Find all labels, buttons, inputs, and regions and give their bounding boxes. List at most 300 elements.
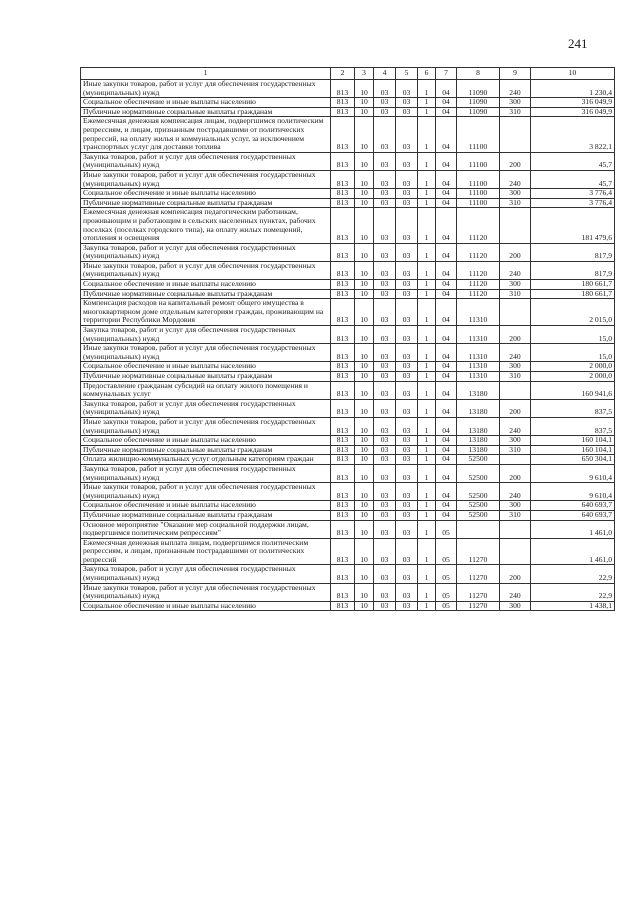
expense-name-cell: Социальное обеспечение и иные выплаты населению: [81, 436, 331, 446]
ministry-code-cell: 813: [331, 455, 355, 465]
section-code-cell: 10: [355, 189, 374, 199]
program-code-cell: 03: [396, 501, 418, 511]
expense-name-cell: Оплата жилищно-коммунальных услуг отдельным категориям граждан: [81, 455, 331, 465]
section-code-cell: 10: [355, 538, 374, 565]
direction-code-cell: 52500: [457, 455, 500, 465]
subsection-code-cell: 03: [374, 243, 396, 261]
ministry-code-cell: 813: [331, 98, 355, 108]
measure-code-cell: 04: [436, 362, 457, 372]
expense-name-cell: Компенсация расходов на капитальный ремонт общего имущества в многоквартирном доме отдельным категориям граждан, проживающим на территории Республики Мордовия: [81, 299, 331, 326]
ministry-code-cell: 813: [331, 189, 355, 199]
expense-type-code-cell: [500, 208, 531, 243]
amount-cell: 160 104,1: [531, 436, 615, 446]
subsection-code-cell: 03: [374, 344, 396, 362]
table-row: [81, 601, 615, 611]
table-row: [81, 189, 615, 199]
subprogram-code-cell: 1: [418, 417, 436, 435]
direction-code-cell: 11100: [457, 117, 500, 152]
expense-name-cell: Закупка товаров, работ и услуг для обеспечения государственных (муниципальных) нужд: [81, 565, 331, 583]
amount-cell: 22,9: [531, 565, 615, 583]
subprogram-code-cell: 1: [418, 520, 436, 538]
subsection-code-cell: 03: [374, 372, 396, 382]
table-row: [81, 455, 615, 465]
subprogram-code-cell: 1: [418, 372, 436, 382]
table-body: [81, 80, 615, 611]
subprogram-code-cell: 1: [418, 381, 436, 399]
subprogram-code-cell: 1: [418, 399, 436, 417]
expense-name-cell: Иные закупки товаров, работ и услуг для обеспечения государственных (муниципальных) нужд: [81, 583, 331, 601]
measure-code-cell: 04: [436, 198, 457, 208]
program-code-cell: 03: [396, 198, 418, 208]
subprogram-code-cell: 1: [418, 243, 436, 261]
table-row: [81, 464, 615, 482]
expense-type-code-cell: 300: [500, 362, 531, 372]
measure-code-cell: 04: [436, 483, 457, 501]
expense-type-code-cell: [500, 520, 531, 538]
direction-code-cell: 11100: [457, 170, 500, 188]
amount-cell: 640 693,7: [531, 510, 615, 520]
section-code-cell: 10: [355, 399, 374, 417]
measure-code-cell: 04: [436, 510, 457, 520]
ministry-code-cell: 813: [331, 583, 355, 601]
measure-code-cell: 05: [436, 520, 457, 538]
expense-type-code-cell: [500, 381, 531, 399]
section-code-cell: 10: [355, 565, 374, 583]
measure-code-cell: 04: [436, 445, 457, 455]
amount-cell: 9 610,4: [531, 483, 615, 501]
ministry-code-cell: 813: [331, 520, 355, 538]
program-code-cell: 03: [396, 483, 418, 501]
expense-name-cell: Иные закупки товаров, работ и услуг для обеспечения государственных (муниципальных) нужд: [81, 80, 331, 98]
section-code-cell: 10: [355, 362, 374, 372]
amount-cell: 640 693,7: [531, 501, 615, 511]
column-header: 6: [418, 68, 436, 80]
expense-type-code-cell: 240: [500, 170, 531, 188]
section-code-cell: 10: [355, 170, 374, 188]
direction-code-cell: 11090: [457, 107, 500, 117]
subprogram-code-cell: 1: [418, 152, 436, 170]
section-code-cell: 10: [355, 80, 374, 98]
ministry-code-cell: 813: [331, 80, 355, 98]
table-row: [81, 483, 615, 501]
program-code-cell: 03: [396, 417, 418, 435]
column-header: 1: [81, 68, 331, 80]
subprogram-code-cell: 1: [418, 80, 436, 98]
ministry-code-cell: 813: [331, 381, 355, 399]
expense-name-cell: Закупка товаров, работ и услуг для обеспечения государственных (муниципальных) нужд: [81, 464, 331, 482]
expense-name-cell: Закупка товаров, работ и услуг для обеспечения государственных (муниципальных) нужд: [81, 326, 331, 344]
amount-cell: 45,7: [531, 152, 615, 170]
table-row: [81, 583, 615, 601]
amount-cell: 181 479,6: [531, 208, 615, 243]
subprogram-code-cell: 1: [418, 189, 436, 199]
expense-type-code-cell: [500, 117, 531, 152]
subsection-code-cell: 03: [374, 399, 396, 417]
subsection-code-cell: 03: [374, 261, 396, 279]
measure-code-cell: 04: [436, 107, 457, 117]
subprogram-code-cell: 1: [418, 208, 436, 243]
ministry-code-cell: 813: [331, 280, 355, 290]
subsection-code-cell: 03: [374, 107, 396, 117]
ministry-code-cell: 813: [331, 362, 355, 372]
expense-type-code-cell: 200: [500, 243, 531, 261]
expense-type-code-cell: 300: [500, 501, 531, 511]
measure-code-cell: 04: [436, 464, 457, 482]
expense-type-code-cell: 300: [500, 98, 531, 108]
expense-type-code-cell: [500, 455, 531, 465]
direction-code-cell: 13180: [457, 445, 500, 455]
table-row: [81, 372, 615, 382]
expense-type-code-cell: 200: [500, 565, 531, 583]
subsection-code-cell: 03: [374, 289, 396, 299]
direction-code-cell: 11100: [457, 152, 500, 170]
amount-cell: 3 776,4: [531, 189, 615, 199]
direction-code-cell: 11270: [457, 583, 500, 601]
section-code-cell: 10: [355, 501, 374, 511]
program-code-cell: 03: [396, 464, 418, 482]
expense-type-code-cell: 310: [500, 445, 531, 455]
amount-cell: 2 000,0: [531, 372, 615, 382]
table-row: [81, 362, 615, 372]
measure-code-cell: 04: [436, 208, 457, 243]
subsection-code-cell: 03: [374, 170, 396, 188]
ministry-code-cell: 813: [331, 299, 355, 326]
budget-table: [80, 67, 615, 611]
measure-code-cell: 05: [436, 565, 457, 583]
ministry-code-cell: 813: [331, 464, 355, 482]
program-code-cell: 03: [396, 289, 418, 299]
expense-name-cell: Ежемесячная денежная компенсация лицам, подвергшимся политическим репрессиям, и лицам, признанным пострадавшими от политических репрессий, на оплату жилья и коммунальных услуг, за исключением транспортных услуг для доставки топлива: [81, 117, 331, 152]
subsection-code-cell: 03: [374, 198, 396, 208]
section-code-cell: 10: [355, 243, 374, 261]
expense-type-code-cell: 240: [500, 344, 531, 362]
measure-code-cell: 04: [436, 299, 457, 326]
table-row: [81, 417, 615, 435]
direction-code-cell: 11310: [457, 372, 500, 382]
program-code-cell: 03: [396, 583, 418, 601]
measure-code-cell: 04: [436, 243, 457, 261]
direction-code-cell: 11270: [457, 565, 500, 583]
subsection-code-cell: 03: [374, 583, 396, 601]
expense-name-cell: Иные закупки товаров, работ и услуг для обеспечения государственных (муниципальных) нужд: [81, 483, 331, 501]
direction-code-cell: 11310: [457, 362, 500, 372]
program-code-cell: 03: [396, 299, 418, 326]
amount-cell: 15,0: [531, 344, 615, 362]
section-code-cell: 10: [355, 261, 374, 279]
expense-type-code-cell: 200: [500, 152, 531, 170]
subsection-code-cell: 03: [374, 510, 396, 520]
column-header: 3: [355, 68, 374, 80]
measure-code-cell: 04: [436, 455, 457, 465]
expense-type-code-cell: 240: [500, 80, 531, 98]
expense-name-cell: Ежемесячная денежная компенсация педагогическим работникам, проживающим и работающим в сельских населенных пунктах, рабочих поселках (поселках городского типа), на оплату жилых помещений, отопления и освещения: [81, 208, 331, 243]
column-header: 2: [331, 68, 355, 80]
direction-code-cell: 11090: [457, 80, 500, 98]
section-code-cell: 10: [355, 107, 374, 117]
expense-type-code-cell: [500, 299, 531, 326]
expense-name-cell: Закупка товаров, работ и услуг для обеспечения государственных (муниципальных) нужд: [81, 152, 331, 170]
column-header: 4: [374, 68, 396, 80]
amount-cell: 837,5: [531, 417, 615, 435]
expense-name-cell: Социальное обеспечение и иные выплаты населению: [81, 501, 331, 511]
program-code-cell: 03: [396, 243, 418, 261]
subsection-code-cell: 03: [374, 464, 396, 482]
subprogram-code-cell: 1: [418, 601, 436, 611]
ministry-code-cell: 813: [331, 289, 355, 299]
subprogram-code-cell: 1: [418, 344, 436, 362]
table-row: [81, 520, 615, 538]
ministry-code-cell: 813: [331, 261, 355, 279]
expense-type-code-cell: 300: [500, 280, 531, 290]
table-row: [81, 152, 615, 170]
direction-code-cell: 11090: [457, 98, 500, 108]
subprogram-code-cell: 1: [418, 362, 436, 372]
expense-name-cell: Публичные нормативные социальные выплаты гражданам: [81, 107, 331, 117]
subprogram-code-cell: 1: [418, 107, 436, 117]
expense-type-code-cell: 310: [500, 510, 531, 520]
subprogram-code-cell: 1: [418, 464, 436, 482]
expense-type-code-cell: 200: [500, 399, 531, 417]
subsection-code-cell: 03: [374, 280, 396, 290]
table-row: [81, 326, 615, 344]
program-code-cell: 03: [396, 344, 418, 362]
measure-code-cell: 05: [436, 583, 457, 601]
ministry-code-cell: 813: [331, 601, 355, 611]
expense-name-cell: Публичные нормативные социальные выплаты гражданам: [81, 289, 331, 299]
ministry-code-cell: 813: [331, 445, 355, 455]
expense-name-cell: Социальное обеспечение и иные выплаты населению: [81, 362, 331, 372]
section-code-cell: 10: [355, 280, 374, 290]
section-code-cell: 10: [355, 483, 374, 501]
section-code-cell: 10: [355, 436, 374, 446]
amount-cell: 2 000,0: [531, 362, 615, 372]
subsection-code-cell: 03: [374, 189, 396, 199]
program-code-cell: 03: [396, 445, 418, 455]
direction-code-cell: 11310: [457, 299, 500, 326]
column-header: 8: [457, 68, 500, 80]
amount-cell: 22,9: [531, 583, 615, 601]
subprogram-code-cell: 1: [418, 483, 436, 501]
section-code-cell: 10: [355, 520, 374, 538]
expense-name-cell: Публичные нормативные социальные выплаты гражданам: [81, 445, 331, 455]
subprogram-code-cell: 1: [418, 289, 436, 299]
amount-cell: 3 776,4: [531, 198, 615, 208]
section-code-cell: 10: [355, 299, 374, 326]
expense-name-cell: Закупка товаров, работ и услуг для обеспечения государственных (муниципальных) нужд: [81, 243, 331, 261]
section-code-cell: 10: [355, 601, 374, 611]
amount-cell: 316 049,9: [531, 98, 615, 108]
ministry-code-cell: 813: [331, 107, 355, 117]
direction-code-cell: 11120: [457, 289, 500, 299]
expense-type-code-cell: [500, 538, 531, 565]
expense-type-code-cell: 310: [500, 372, 531, 382]
table-row: [81, 565, 615, 583]
direction-code-cell: 13180: [457, 381, 500, 399]
subsection-code-cell: 03: [374, 362, 396, 372]
direction-code-cell: 11100: [457, 189, 500, 199]
ministry-code-cell: 813: [331, 198, 355, 208]
expense-type-code-cell: 240: [500, 583, 531, 601]
amount-cell: 9 610,4: [531, 464, 615, 482]
table-row: [81, 538, 615, 565]
subsection-code-cell: 03: [374, 299, 396, 326]
amount-cell: 1 438,1: [531, 601, 615, 611]
table-row: [81, 243, 615, 261]
ministry-code-cell: 813: [331, 417, 355, 435]
program-code-cell: 03: [396, 601, 418, 611]
section-code-cell: 10: [355, 152, 374, 170]
measure-code-cell: 05: [436, 601, 457, 611]
program-code-cell: 03: [396, 280, 418, 290]
subprogram-code-cell: 1: [418, 98, 436, 108]
table-row: [81, 299, 615, 326]
program-code-cell: 03: [396, 152, 418, 170]
subsection-code-cell: 03: [374, 117, 396, 152]
program-code-cell: 03: [396, 436, 418, 446]
table-row: [81, 344, 615, 362]
program-code-cell: 03: [396, 520, 418, 538]
section-code-cell: 10: [355, 417, 374, 435]
measure-code-cell: 04: [436, 344, 457, 362]
section-code-cell: 10: [355, 326, 374, 344]
table-row: [81, 117, 615, 152]
subsection-code-cell: 03: [374, 501, 396, 511]
ministry-code-cell: 813: [331, 483, 355, 501]
direction-code-cell: 52500: [457, 464, 500, 482]
expense-type-code-cell: 200: [500, 464, 531, 482]
program-code-cell: 03: [396, 107, 418, 117]
amount-cell: 837,5: [531, 399, 615, 417]
amount-cell: 45,7: [531, 170, 615, 188]
expense-type-code-cell: 300: [500, 601, 531, 611]
measure-code-cell: 04: [436, 501, 457, 511]
subprogram-code-cell: 1: [418, 261, 436, 279]
ministry-code-cell: 813: [331, 208, 355, 243]
column-header: 10: [531, 68, 615, 80]
direction-code-cell: 11270: [457, 538, 500, 565]
measure-code-cell: 04: [436, 417, 457, 435]
expense-name-cell: Основное мероприятие "Оказание мер социальной поддержки лицам, подвергшимся политическим репрессиям": [81, 520, 331, 538]
expense-name-cell: Иные закупки товаров, работ и услуг для обеспечения государственных (муниципальных) нужд: [81, 170, 331, 188]
expense-type-code-cell: 300: [500, 436, 531, 446]
program-code-cell: 03: [396, 565, 418, 583]
column-header: 7: [436, 68, 457, 80]
direction-code-cell: 11310: [457, 326, 500, 344]
section-code-cell: 10: [355, 198, 374, 208]
column-header: 5: [396, 68, 418, 80]
measure-code-cell: 04: [436, 98, 457, 108]
ministry-code-cell: 813: [331, 243, 355, 261]
section-code-cell: 10: [355, 289, 374, 299]
section-code-cell: 10: [355, 372, 374, 382]
direction-code-cell: 11120: [457, 280, 500, 290]
subprogram-code-cell: 1: [418, 436, 436, 446]
subsection-code-cell: 03: [374, 381, 396, 399]
ministry-code-cell: 813: [331, 510, 355, 520]
direction-code-cell: 11310: [457, 344, 500, 362]
direction-code-cell: [457, 520, 500, 538]
subsection-code-cell: 03: [374, 565, 396, 583]
measure-code-cell: 04: [436, 117, 457, 152]
measure-code-cell: 05: [436, 538, 457, 565]
section-code-cell: 10: [355, 583, 374, 601]
measure-code-cell: 04: [436, 261, 457, 279]
expense-type-code-cell: 200: [500, 326, 531, 344]
ministry-code-cell: 813: [331, 344, 355, 362]
expense-type-code-cell: 240: [500, 417, 531, 435]
amount-cell: 316 049,9: [531, 107, 615, 117]
expense-name-cell: Социальное обеспечение и иные выплаты населению: [81, 280, 331, 290]
direction-code-cell: 52500: [457, 501, 500, 511]
program-code-cell: 03: [396, 362, 418, 372]
ministry-code-cell: 813: [331, 538, 355, 565]
subprogram-code-cell: 1: [418, 198, 436, 208]
subprogram-code-cell: 1: [418, 299, 436, 326]
subprogram-code-cell: 1: [418, 117, 436, 152]
section-code-cell: 10: [355, 381, 374, 399]
table-row: [81, 501, 615, 511]
expense-type-code-cell: 300: [500, 189, 531, 199]
table-row: [81, 198, 615, 208]
section-code-cell: 10: [355, 208, 374, 243]
amount-cell: 817,9: [531, 261, 615, 279]
direction-code-cell: 11120: [457, 208, 500, 243]
ministry-code-cell: 813: [331, 436, 355, 446]
direction-code-cell: 13180: [457, 417, 500, 435]
subprogram-code-cell: 1: [418, 170, 436, 188]
expense-name-cell: Социальное обеспечение и иные выплаты населению: [81, 98, 331, 108]
expense-name-cell: Публичные нормативные социальные выплаты гражданам: [81, 198, 331, 208]
subsection-code-cell: 03: [374, 80, 396, 98]
column-header: 9: [500, 68, 531, 80]
subprogram-code-cell: 1: [418, 445, 436, 455]
table-row: [81, 510, 615, 520]
program-code-cell: 03: [396, 170, 418, 188]
subprogram-code-cell: 1: [418, 510, 436, 520]
expense-name-cell: Иные закупки товаров, работ и услуг для обеспечения государственных (муниципальных) нужд: [81, 261, 331, 279]
section-code-cell: 10: [355, 117, 374, 152]
expense-type-code-cell: 310: [500, 107, 531, 117]
measure-code-cell: 04: [436, 372, 457, 382]
amount-cell: 817,9: [531, 243, 615, 261]
section-code-cell: 10: [355, 464, 374, 482]
amount-cell: 1 461,0: [531, 520, 615, 538]
table-row: [81, 280, 615, 290]
expense-name-cell: Предоставление гражданам субсидий на оплату жилого помещения и коммунальных услуг: [81, 381, 331, 399]
program-code-cell: 03: [396, 98, 418, 108]
subprogram-code-cell: 1: [418, 455, 436, 465]
subsection-code-cell: 03: [374, 538, 396, 565]
expense-name-cell: Публичные нормативные социальные выплаты гражданам: [81, 510, 331, 520]
direction-code-cell: 11100: [457, 198, 500, 208]
program-code-cell: 03: [396, 381, 418, 399]
amount-cell: 180 661,7: [531, 289, 615, 299]
ministry-code-cell: 813: [331, 501, 355, 511]
amount-cell: 1 230,4: [531, 80, 615, 98]
measure-code-cell: 04: [436, 399, 457, 417]
subsection-code-cell: 03: [374, 417, 396, 435]
ministry-code-cell: 813: [331, 152, 355, 170]
amount-cell: 2 015,0: [531, 299, 615, 326]
ministry-code-cell: 813: [331, 117, 355, 152]
direction-code-cell: 52500: [457, 483, 500, 501]
subsection-code-cell: 03: [374, 208, 396, 243]
program-code-cell: 03: [396, 399, 418, 417]
section-code-cell: 10: [355, 344, 374, 362]
subsection-code-cell: 03: [374, 98, 396, 108]
subsection-code-cell: 03: [374, 436, 396, 446]
subprogram-code-cell: 1: [418, 538, 436, 565]
